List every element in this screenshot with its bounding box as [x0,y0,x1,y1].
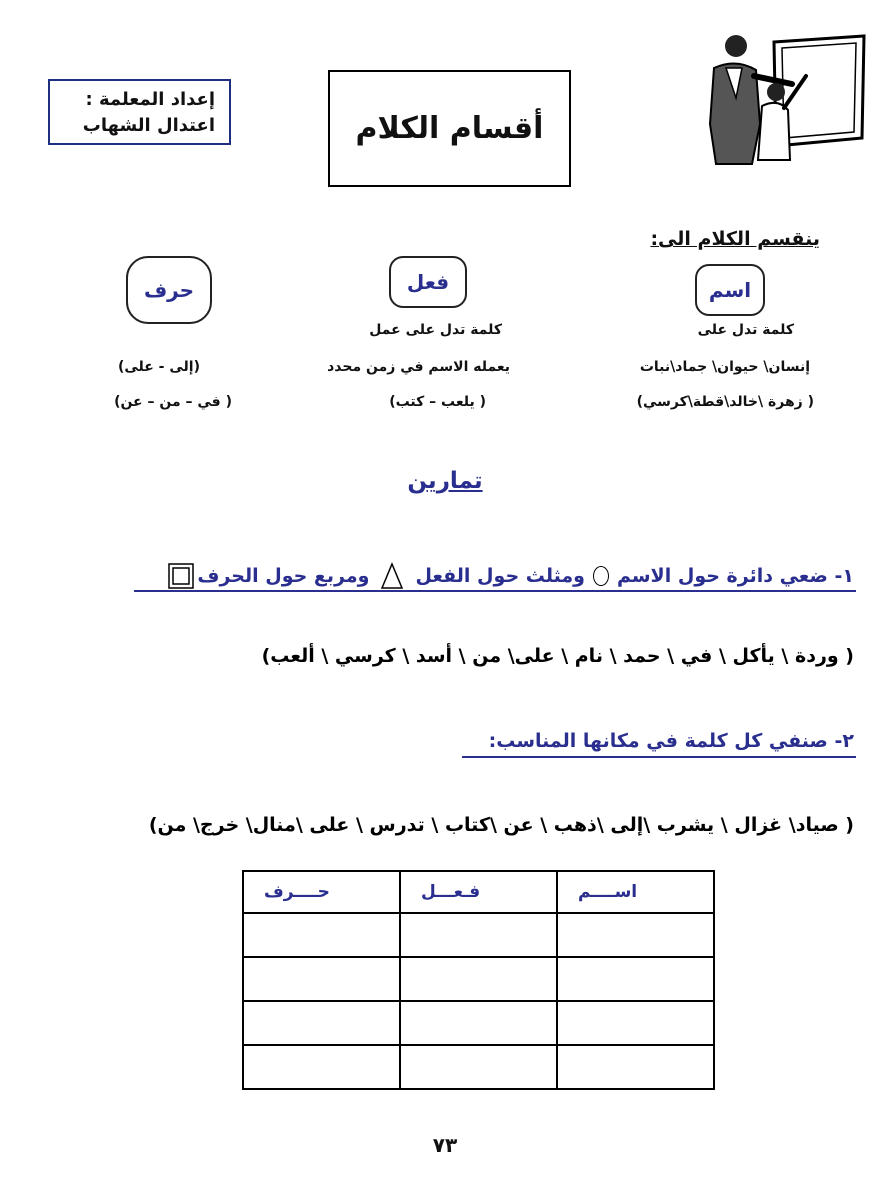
exercise-1-word-list: ( وردة \ يأكل \ في \ حمد \ نام \ على\ من \ أسد \ كرسي \ ألعب) [261,645,854,667]
noun-examples: ( زهرة \خالد\قطة\كرسي) [636,394,814,410]
table-cell[interactable] [557,913,714,957]
page-title-text: أقسام الكلام [355,111,544,146]
square-icon [167,562,195,590]
table-cell[interactable] [243,1045,400,1089]
exercises-title [0,468,890,494]
verb-label: فعل [406,270,450,294]
table-cell[interactable] [243,957,400,1001]
table-row [243,913,714,957]
exercise-2-word-list: ( صياد\ غزال \ يشرب \إلى \ذهب \ عن \كتاب \ تدرس \ على \منال\ خرج\ من) [148,814,854,836]
verb-box [389,256,467,308]
author-box [48,79,231,145]
table-cell[interactable] [557,1045,714,1089]
circle-icon [593,566,609,586]
page-number: ٧٣ [432,1133,458,1157]
table-cell[interactable] [557,1001,714,1045]
exercise-1-square-text: ومربع حول الحرف [197,565,370,587]
table-row [243,957,714,1001]
exercise-2: ٢- صنفي كل كلمة في مكانها المناسب: [488,730,854,752]
author-name: اعتدال الشهاب [82,115,215,136]
exercise-1-text: ١- ضعي دائرة حول الاسم [616,565,854,587]
column-header-noun: اســــم [557,871,714,913]
table-cell[interactable] [400,913,557,957]
noun-label: اسم [708,278,752,302]
teacher-at-board-illustration [696,28,866,168]
table-cell[interactable] [400,957,557,1001]
noun-definition: كلمة تدل على [697,322,794,338]
exercise-2-underline [462,756,856,758]
intro-heading: ينقسم الكلام الى: [650,228,820,250]
particle-box [126,256,212,324]
verb-definition: كلمة تدل على عمل [369,322,502,338]
page-title [328,70,571,187]
particle-detail: (إلى - على) [117,359,200,375]
author-label: إعداد المعلمة : [85,89,215,110]
table-header-row [243,871,714,913]
table-row [243,1045,714,1089]
exercise-1 [134,562,854,590]
column-header-particle: حــــرف [243,871,400,913]
column-header-verb: فـعـــل [400,871,557,913]
exercises-title-text: تمارين [407,468,483,494]
exercise-1-underline [134,590,856,592]
noun-detail: إنسان\ حيوان\ جماد\نبات [639,359,810,375]
noun-box [695,264,765,316]
particle-label: حرف [143,278,195,302]
exercise-1-triangle-text: ومثلث حول الفعل [415,565,585,587]
table-cell[interactable] [400,1001,557,1045]
table-row [243,1001,714,1045]
classification-table [242,870,715,1090]
table-cell[interactable] [243,1001,400,1045]
table-cell[interactable] [243,913,400,957]
table-cell[interactable] [400,1045,557,1089]
verb-detail: يعمله الاسم في زمن محدد [327,359,510,375]
triangle-icon [379,562,405,590]
table-cell[interactable] [557,957,714,1001]
particle-examples: ( في – من – عن) [114,394,232,410]
verb-examples: ( يلعب – كتب) [389,394,486,410]
